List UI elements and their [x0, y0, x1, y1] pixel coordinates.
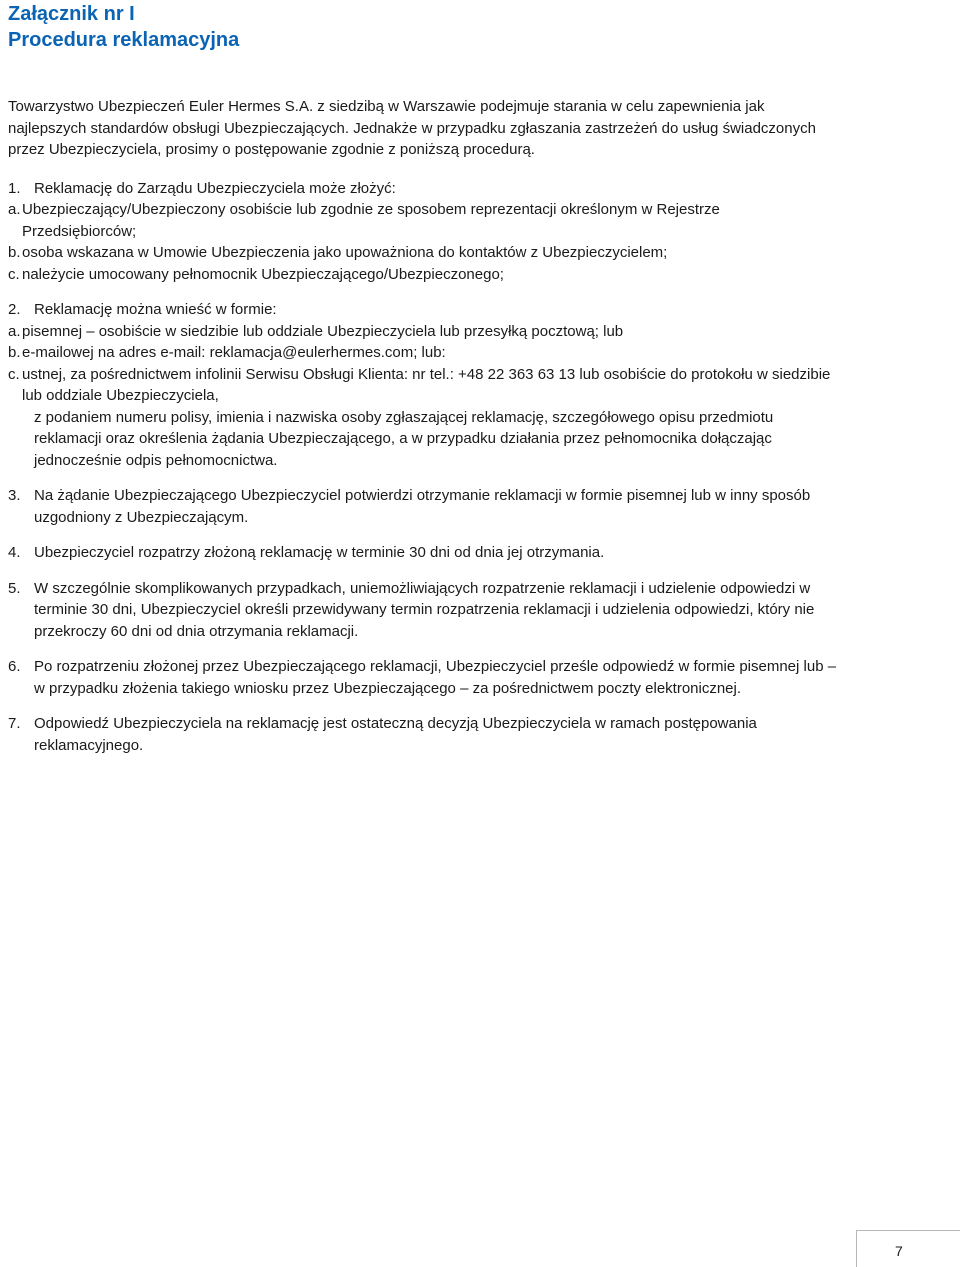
- item-text: ustnej, za pośrednictwem infolinii Serwisu Obsługi Klienta: nr tel.: +48 22 363 63 13 lub osobiście do protokołu w siedzibie lub oddziale Ubezpieczyciela,: [22, 365, 831, 404]
- sublist-item: [8, 264, 838, 286]
- item-letter: a.: [8, 201, 21, 218]
- sublist-item: [8, 321, 838, 343]
- section-2: [8, 299, 838, 471]
- sublist-item: [8, 364, 838, 407]
- sublist-item: [8, 242, 838, 264]
- sublist-item: [8, 342, 838, 364]
- item-letter: b.: [8, 344, 21, 361]
- section-6: [8, 656, 838, 699]
- section-number: 7.: [8, 715, 21, 732]
- section-text: Po rozpatrzeniu złożonej przez Ubezpieczającego reklamacji, Ubezpieczyciel prześle odpowiedź w formie pisemnej lub – w przypadku złożenia takiego wniosku przez Ubezpieczającego – za pośrednictwem poczty elektronicznej.: [34, 658, 837, 697]
- section-number: 5.: [8, 579, 21, 597]
- item-text: pisemnej – osobiście w siedzibie lub oddziale Ubezpieczyciela lub przesyłką pocztową; lub: [22, 322, 624, 340]
- item-letter: c.: [8, 265, 20, 283]
- item-letter: b.: [8, 244, 21, 261]
- section-sublist: [8, 199, 838, 285]
- section-text: Reklamację do Zarządu Ubezpieczyciela może złożyć:: [34, 179, 396, 197]
- document-heading-annex: Załącznik nr I: [8, 3, 135, 25]
- section-text: Ubezpieczyciel rozpatrzy złożoną reklamację w terminie 30 dni od dnia jej otrzymania.: [34, 544, 605, 561]
- section-number: 6.: [8, 658, 21, 675]
- section-number: 2.: [8, 301, 21, 318]
- document-heading-procedure: Procedura reklamacyjna: [8, 29, 240, 51]
- section-continuation-text: z podaniem numeru polisy, imienia i nazwiska osoby zgłaszającej reklamację, szczegółowego opisu przedmiotu reklamacji oraz określenia żądania Ubezpieczającego, a w przypadku działania przez pełnomocnika dołączając jednocześnie odpis pełnomocnictwa.: [34, 408, 774, 469]
- section-text: Na żądanie Ubezpieczającego Ubezpieczyciel potwierdzi otrzymanie reklamacji w formie pisemnej lub w inny sposób uzgodniony z Ubezpieczającym.: [34, 487, 811, 526]
- section-text: W szczególnie skomplikowanych przypadkach, uniemożliwiających rozpatrzenie reklamacji i udzielenie odpowiedzi w terminie 30 dni, Ubezpieczyciel określi przewidywany termin rozpatrzenia reklamacji i udzielenia odpowiedzi, który nie przekroczy 60 dni od dnia otrzymania reklamacji.: [34, 579, 815, 640]
- item-text: osoba wskazana w Umowie Ubezpieczenia jako upoważniona do kontaktów z Ubezpieczycielem;: [22, 244, 668, 261]
- page-number-box: [856, 1230, 960, 1267]
- section-3: [8, 485, 838, 528]
- section-text: Odpowiedź Ubezpieczyciela na reklamację jest ostateczną decyzją Ubezpieczyciela w ramach postępowania reklamacyjnego.: [34, 715, 757, 754]
- item-letter: a.: [8, 322, 21, 340]
- item-text: e-mailowej na adres e-mail: reklamacja@eulerhermes.com; lub:: [22, 344, 446, 361]
- intro-paragraph: Towarzystwo Ubezpieczeń Euler Hermes S.A. z siedzibą w Warszawie podejmuje starania w celu zapewnienia jak najlepszych standardów obsługi Ubezpieczających. Jednakże w przypadku zgłaszania zastrzeżeń do usług świadczonych przez Ubezpieczyciela, prosimy o postępowanie zgodnie z poniższą procedurą.: [8, 98, 816, 158]
- item-text: Ubezpieczający/Ubezpieczony osobiście lub zgodnie ze sposobem reprezentacji określonym w Rejestrze Przedsiębiorców;: [22, 201, 720, 240]
- sublist-item: [8, 199, 838, 242]
- section-number: 4.: [8, 544, 21, 561]
- section-7: [8, 713, 838, 756]
- section-number: 3.: [8, 487, 21, 504]
- section-4: [8, 542, 838, 564]
- section-sublist: [8, 321, 838, 407]
- document-page: [8, 0, 838, 770]
- section-5: [8, 578, 838, 643]
- section-text: Reklamację można wnieść w formie:: [34, 301, 277, 318]
- procedure-sections: [8, 178, 838, 757]
- section-1: [8, 178, 838, 286]
- page-number: 7: [895, 1243, 903, 1259]
- item-letter: c.: [8, 365, 20, 383]
- section-number: 1.: [8, 179, 21, 197]
- item-text: należycie umocowany pełnomocnik Ubezpieczającego/Ubezpieczonego;: [22, 265, 504, 283]
